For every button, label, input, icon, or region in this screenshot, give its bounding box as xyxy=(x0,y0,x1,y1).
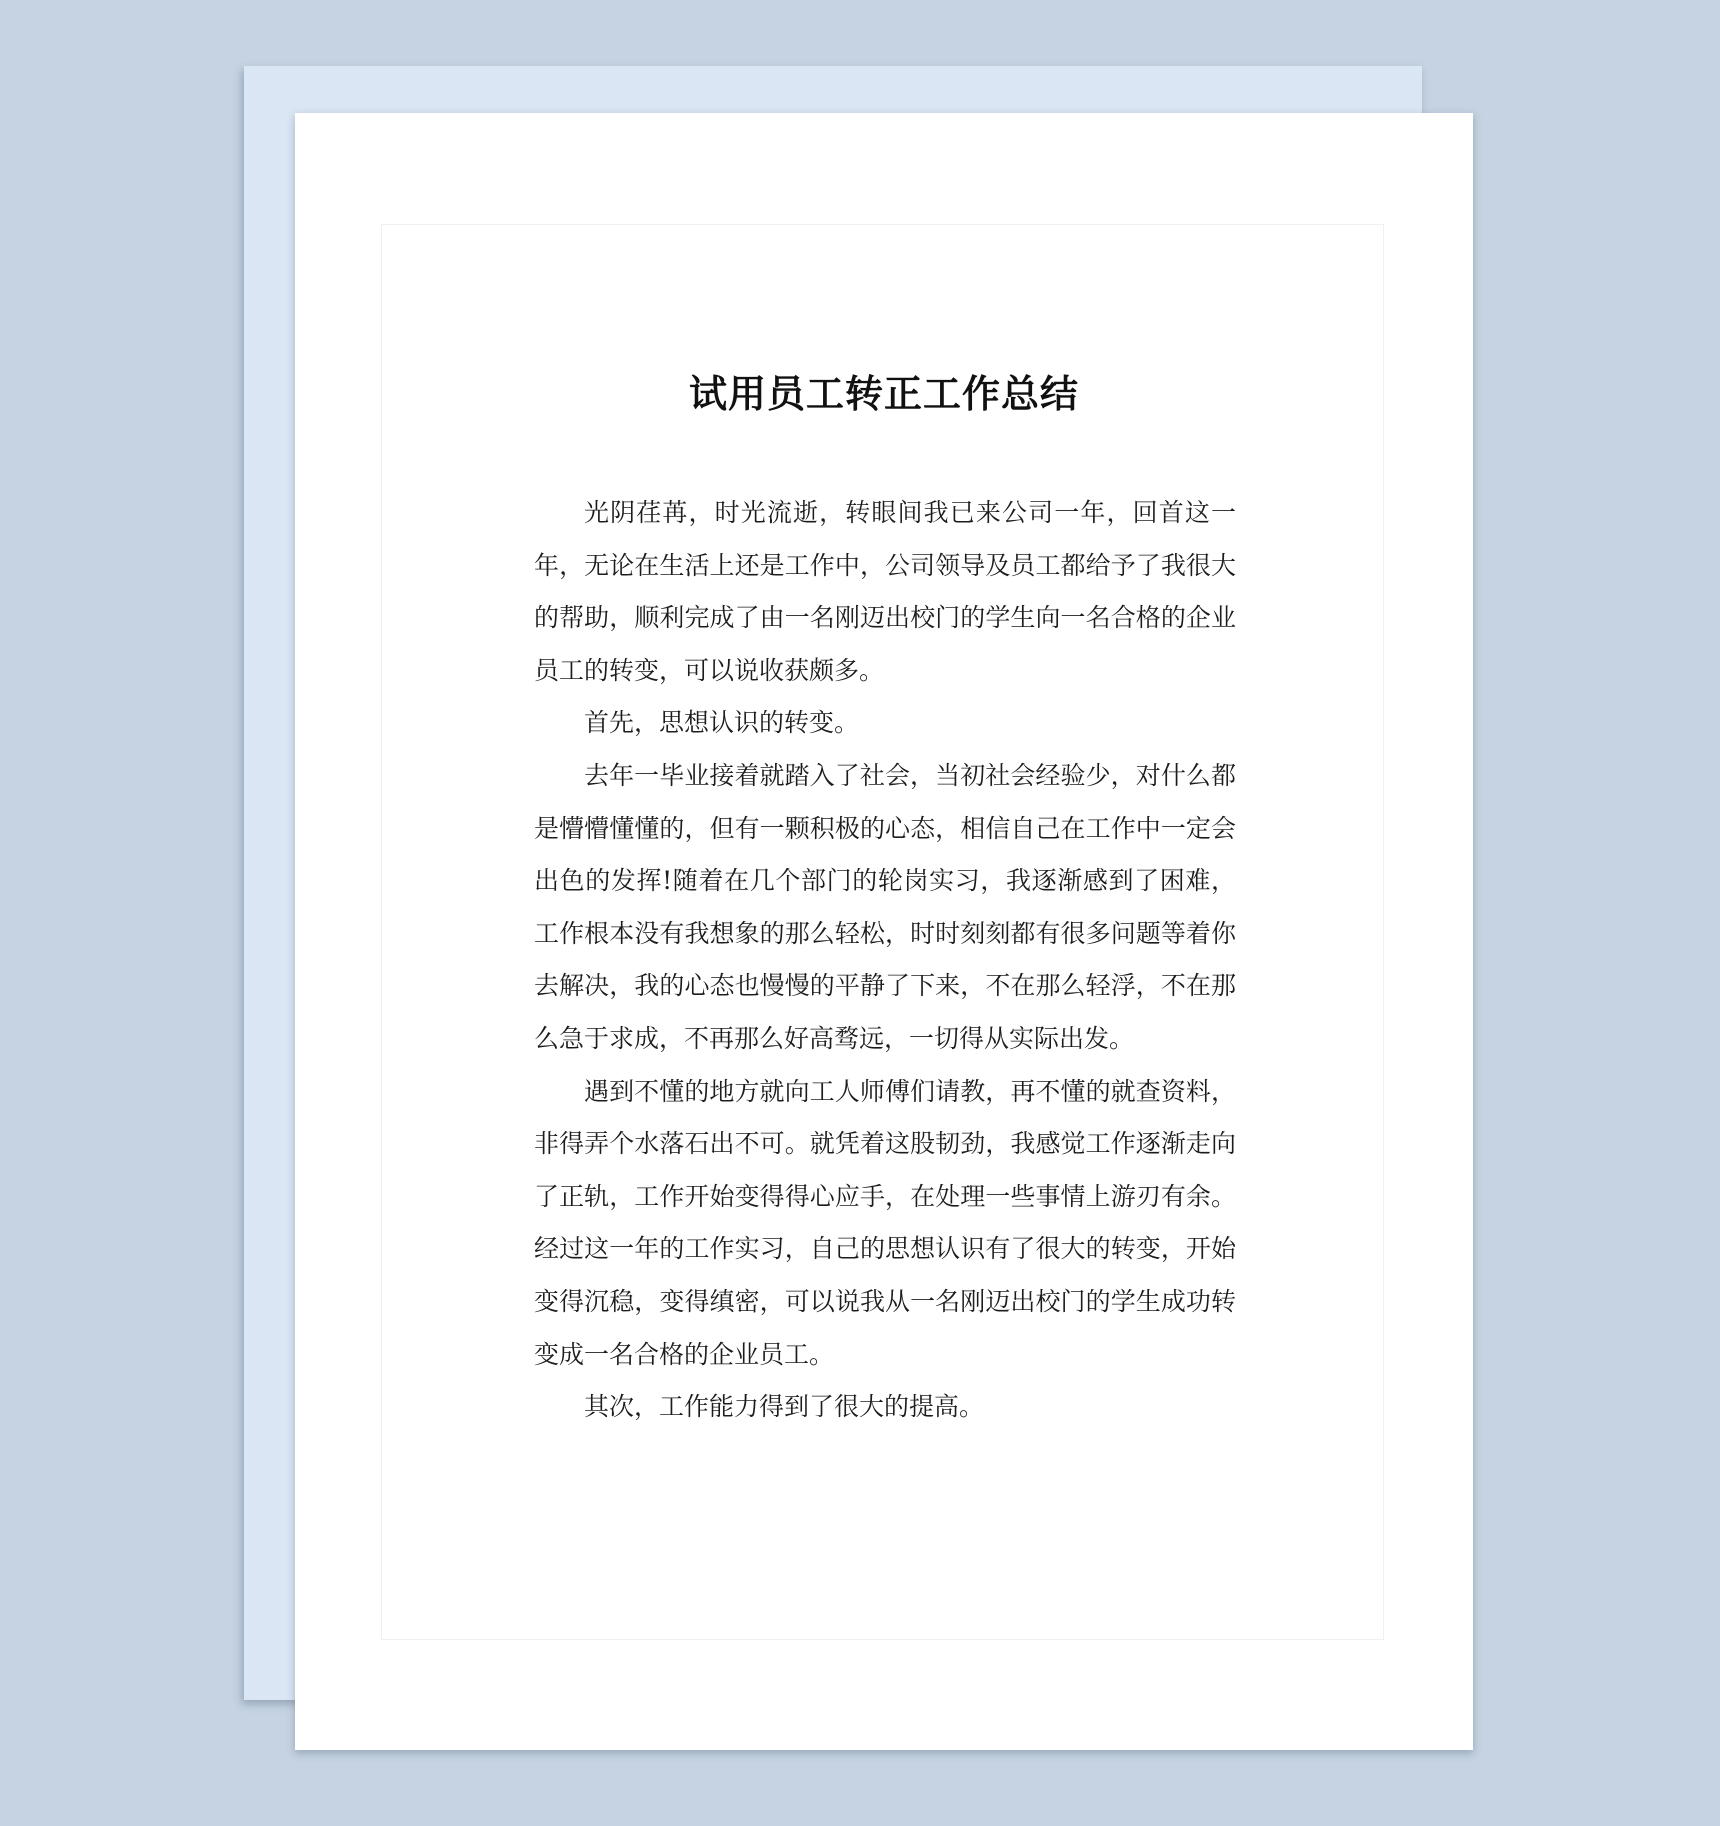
paragraph-intro: 光阴荏苒，时光流逝，转眼间我已来公司一年，回首这一年，无论在生活上还是工作中，公司领导及员工都给予了我很大的帮助，顺利完成了由一名刚迈出校门的学生向一名合格的企业员工的转变，可以说收获颇多。 xyxy=(534,498,1236,685)
paragraph-learning: 遇到不懂的地方就向工人师傅们请教，再不懂的就查资料，非得弄个水落石出不可。就凭着这股韧劲，我感觉工作逐渐走向了正轨，工作开始变得得心应手，在处理一些事情上游刃有余。经过这一年的工作实习，自己的思想认识有了很大的转变，开始变得沉稳，变得缜密，可以说我从一名刚迈出校门的学生成功转变成一名合格的企业员工。 xyxy=(534,1076,1236,1369)
document-page xyxy=(295,113,1473,1750)
document-title: 试用员工转正工作总结 xyxy=(688,371,1079,416)
paragraph-graduation: 去年一毕业接着就踏入了社会，当初社会经验少，对什么都是懵懵懂懂的，但有一颗积极的心态，相信自己在工作中一定会出色的发挥!随着在几个部门的轮岗实习，我逐渐感到了困难，工作根本没有我想象的那么轻松，时时刻刻都有很多问题等着你去解决，我的心态也慢慢的平静了下来，不在那么轻浮，不在那么急于求成，不再那么好高骛远，一切得从实际出发。 xyxy=(534,760,1236,1053)
document-body xyxy=(534,487,1236,1434)
paragraph-heading-second: 其次，工作能力得到了很大的提高。 xyxy=(584,1392,985,1422)
paragraph-heading-first: 首先，思想认识的转变。 xyxy=(584,708,860,738)
